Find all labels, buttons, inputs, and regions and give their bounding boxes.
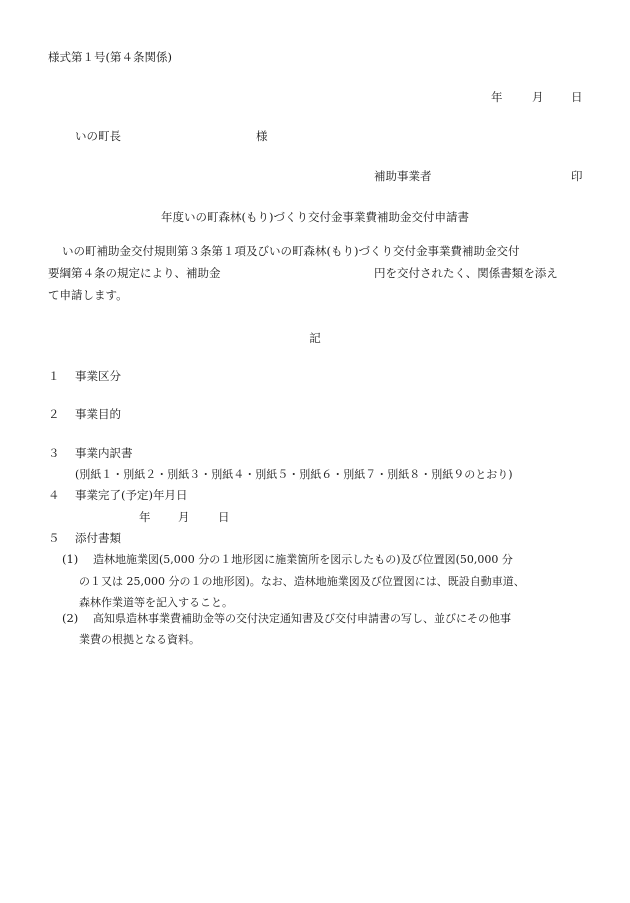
attachment-2-line-2: 業費の根拠となる資料。 <box>79 633 200 646</box>
item-4-num: ４ <box>48 488 60 502</box>
item-5-text: 添付書類 <box>75 531 121 545</box>
ki-heading: 記 <box>309 331 321 345</box>
attachment-1-num: (1) <box>62 552 79 566</box>
item-4-year: 年 <box>139 510 151 524</box>
body-line-1: いの町補助金交付規則第３条第１項及びいの町森林(もり)づくり交付金事業費補助金交付 <box>62 244 520 258</box>
applicant-label: 補助事業者 <box>374 169 432 183</box>
item-1-text: 事業区分 <box>75 369 121 383</box>
body-line-2a: 要綱第４条の規定により、補助金 <box>48 266 221 280</box>
attachment-1-line-2: の１又は 25,000 分の１の地形図)。なお、造林地施業図及び位置図には、既設自動車道、 <box>79 575 525 588</box>
form-id: 様式第１号(第４条関係) <box>48 50 172 64</box>
item-2-text: 事業目的 <box>75 407 121 421</box>
item-3-num: ３ <box>48 446 60 460</box>
item-4-text: 事業完了(予定)年月日 <box>75 488 188 502</box>
date-month: 月 <box>532 90 544 104</box>
item-2-num: ２ <box>48 407 60 421</box>
item-4-month: 月 <box>178 510 190 524</box>
item-4-day: 日 <box>218 510 230 524</box>
seal-mark: 印 <box>571 169 583 183</box>
addressee-name: いの町長 <box>75 129 121 143</box>
attachment-1-line-1: 造林地施業図(5,000 分の１地形図に施業箇所を図示したもの)及び位置図(50,000 分 <box>93 553 513 566</box>
item-5-num: ５ <box>48 531 60 545</box>
date-day: 日 <box>571 90 583 104</box>
date-year: 年 <box>491 90 503 104</box>
item-3-text: 事業内訳書 <box>75 446 133 460</box>
body-line-3: て申請します。 <box>48 288 128 302</box>
addressee-honorific: 様 <box>256 129 268 143</box>
document-title: 年度いの町森林(もり)づくり交付金事業費補助金交付申請書 <box>161 210 469 224</box>
attachment-2-line-1: 高知県造林事業費補助金等の交付決定通知書及び交付申請書の写し、並びにその他事 <box>93 612 511 625</box>
attachment-1-line-3: 森林作業道等を記入すること。 <box>79 596 233 609</box>
item-3-note: (別紙１・別紙２・別紙３・別紙４・別紙５・別紙６・別紙７・別紙８・別紙９のとおり) <box>75 468 513 481</box>
attachment-2-num: (2) <box>62 611 79 625</box>
body-line-2b: 円を交付されたく、関係書類を添え <box>374 266 558 280</box>
item-1-num: １ <box>48 369 60 383</box>
